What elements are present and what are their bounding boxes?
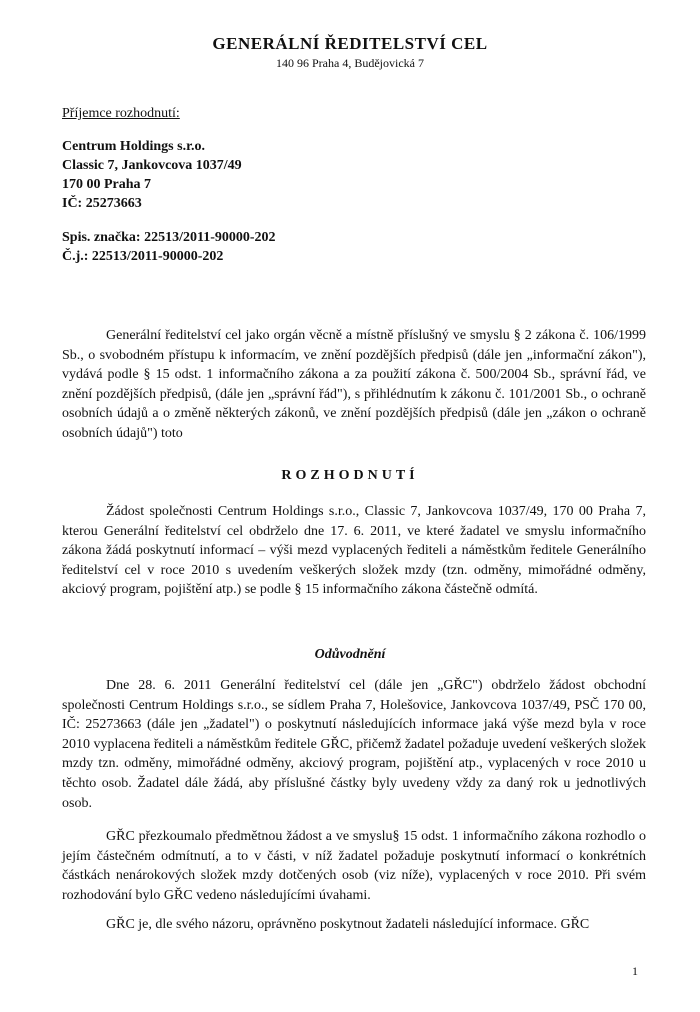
recipient-address: [62, 137, 242, 213]
intro-text: Generální ředitelství cel jako orgán věcně a místně příslušný ve smyslu § 2 zákona č. 106/1999 Sb., o svobodném přístupu k informacím, ve znění pozdějších předpisů (dále jen „informační zákon"), vydává podle § 15 odst. 1 informačního zákona a za použití zákona č. 500/2004 Sb., správní řád, ve znění pozdějších předpisů, (dále jen „správní řád"), s přihlédnutím k zákonu č. 101/2001 Sb., o ochraně osobních údajů a o změně některých zákonů, ve znění pozdějších předpisů (dále jen „zákon o ochraně osobních údajů") toto: [62, 328, 646, 441]
paragraph-text: Dne 28. 6. 2011 Generální ředitelství cel (dále jen „GŘC") obdrželo žádost obchodní společnosti Centrum Holdings s.r.o., se sídlem Praha 7, Holešovice, Jankovcova 1037/49, PSČ 170 00, IČ: 25273663 (dále jen „žadatel") o poskytnutí následujících informace jaká výše mezd byla v roce 2010 vyplacena řediteli a náměstkům ředitele GŘC, přičemž žadatel požaduje uvedení veškerých složek mzdy tzn. odměny, mimořádné odměny, akciový program, pojištění atp., vyplacených v roce 2010 u těchto osob. Žadatel dále žádá, aby příslušné částky byly uvedeny vždy za daný rok u jednotlivých osob.: [62, 678, 646, 811]
decision-heading: ROZHODNUTÍ: [281, 468, 419, 483]
reference-number: Č.j.: 22513/2011-90000-202: [62, 249, 224, 264]
file-mark: Spis. značka: 22513/2011-90000-202: [62, 230, 276, 245]
recipient-line: Classic 7, Jankovcova 1037/49: [62, 158, 242, 173]
decision-text: Žádost společnosti Centrum Holdings s.r.o., Classic 7, Jankovcova 1037/49, 170 00 Praha 7, kterou Generální ředitelství cel obdrželo dne 17. 6. 2011, ve které žadatel ve smyslu informačního zákona žádá poskytnutí informací – výši mezd vyplacených řediteli a náměstkům ředitele Generálního ředitelství cel v roce 2010 s uvedením veškerých složek mzdy (tzn. odměny, mimořádné odměny, akciový program, pojištění atp.) se podle § 15 informačního zákona částečně odmítá.: [62, 504, 646, 598]
paragraph-text: GŘC je, dle svého názoru, oprávněno poskytnout žadateli následující informace. GŘC: [106, 917, 590, 932]
recipient-line: 170 00 Praha 7: [62, 177, 152, 192]
recipient-line: IČ: 25273663: [62, 196, 142, 211]
file-reference: [62, 228, 276, 266]
authority-title: GENERÁLNÍ ŘEDITELSTVÍ CEL: [212, 34, 488, 53]
reasoning-heading: Odůvodnění: [314, 647, 386, 662]
decision-paragraph: [62, 502, 646, 600]
page-number: 1: [632, 964, 638, 978]
recipient-label: Příjemce rozhodnutí:: [62, 106, 180, 121]
authority-address: 140 96 Praha 4, Budějovická 7: [276, 56, 424, 70]
intro-paragraph: [62, 326, 646, 444]
paragraph-text: GŘC přezkoumalo předmětnou žádost a ve smyslu§ 15 odst. 1 informačního zákona rozhodlo o jejím částečném odmítnutí, a to v části, v níž žadatel požaduje poskytnutí informací o konkrétních částkách nenárokových složek mzdy dotčených osob (viz níže), vyplacených v roce 2010. Při svém rozhodování bylo GŘC vedeno následujícími úvahami.: [62, 829, 646, 903]
recipient-line: Centrum Holdings s.r.o.: [62, 139, 206, 154]
reasoning-paragraph-3: [62, 915, 646, 935]
reasoning-paragraph-2: [62, 827, 646, 905]
reasoning-paragraph-1: [62, 676, 646, 813]
